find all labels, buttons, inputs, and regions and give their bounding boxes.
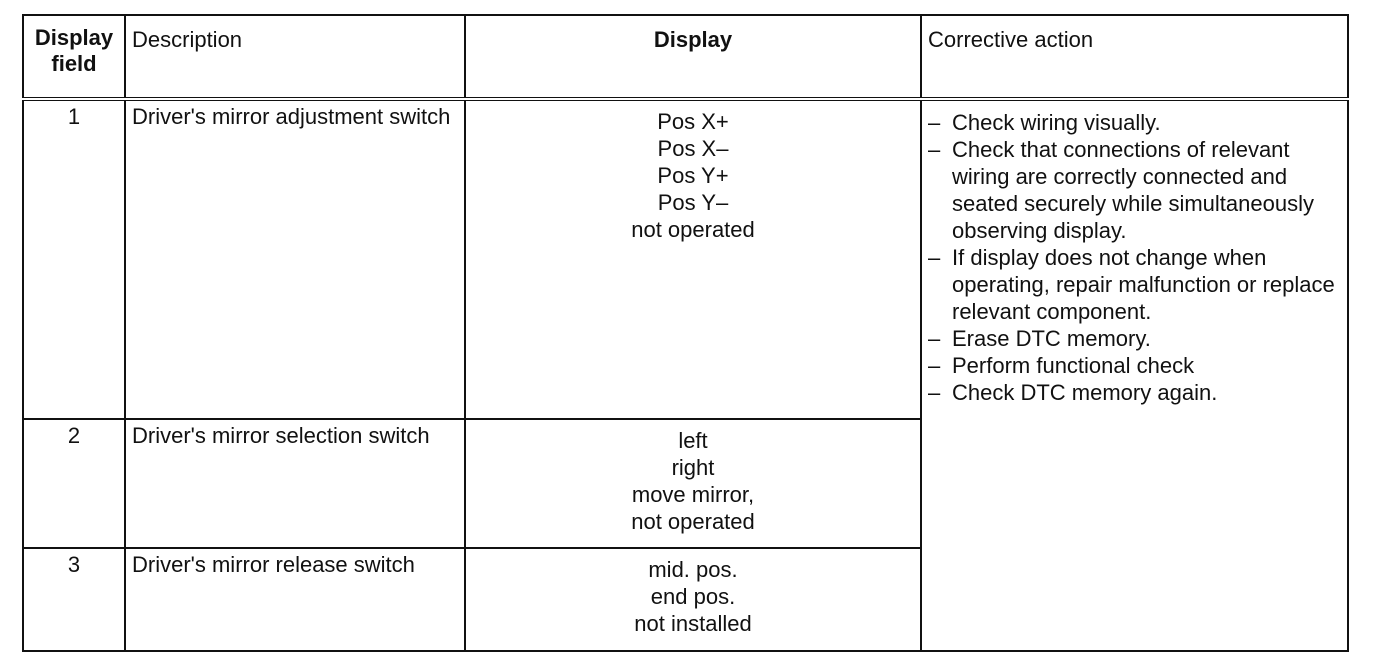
dash-marker: – <box>928 110 941 135</box>
row-3-description: Driver's mirror release switch <box>125 548 465 651</box>
row-2-display <box>465 419 921 548</box>
corrective-action-item <box>926 325 1341 352</box>
row-2-description: Driver's mirror selection switch <box>125 419 465 548</box>
row-1-field: 1 <box>23 99 125 419</box>
header-display: Display <box>465 15 921 99</box>
row-2-display-value: right <box>671 455 715 480</box>
corrective-action-text: Check that connections of relevant wiring are correctly connected and seated securely while simultaneously observing display. <box>952 137 1314 243</box>
corrective-action-text: Erase DTC memory. <box>952 326 1151 351</box>
row-1-display-value: Pos Y– <box>657 190 729 215</box>
row-2-display-value: not operated <box>631 509 755 534</box>
header-display-field-line2: field <box>51 51 97 76</box>
row-3-field: 3 <box>23 548 125 651</box>
corrective-action-item <box>926 352 1341 379</box>
row-2-display-value: left <box>678 428 708 453</box>
corrective-action-text: Perform functional check <box>952 353 1195 378</box>
row-1-description: Driver's mirror adjustment switch <box>125 99 465 419</box>
header-display-field-line1: Display <box>34 25 114 50</box>
row-3-display-value: end pos. <box>650 584 736 609</box>
header-row <box>23 15 1348 99</box>
corrective-action-list <box>926 109 1341 406</box>
corrective-action-item <box>926 136 1341 244</box>
corrective-action-item <box>926 109 1341 136</box>
row-1-display-value: Pos X– <box>657 136 729 161</box>
dash-marker: – <box>928 137 941 162</box>
dash-marker: – <box>928 245 941 270</box>
row-1-display-value: Pos X+ <box>657 109 729 134</box>
row-2-display-value: move mirror, <box>631 482 755 507</box>
row-3-display-value: mid. pos. <box>648 557 738 582</box>
corrective-action-item <box>926 244 1341 325</box>
dash-marker: – <box>928 380 941 405</box>
row-1-display <box>465 99 921 419</box>
corrective-action-text: Check DTC memory again. <box>952 380 1218 405</box>
dash-marker: – <box>928 326 941 351</box>
row-1-display-value: Pos Y+ <box>657 163 729 188</box>
corrective-action-text: Check wiring visually. <box>952 110 1161 135</box>
row-2-field: 2 <box>23 419 125 548</box>
header-description: Description <box>125 15 465 99</box>
corrective-action-text: If display does not change when operating, repair malfunction or replace relevant component. <box>952 245 1335 324</box>
dash-marker: – <box>928 353 941 378</box>
row-3-display <box>465 548 921 651</box>
row-3-display-value: not installed <box>634 611 752 636</box>
header-corrective-action: Corrective action <box>921 15 1348 99</box>
header-display-field <box>23 15 125 99</box>
corrective-action-item <box>926 379 1341 406</box>
table-row <box>23 99 1348 419</box>
corrective-action-cell <box>921 99 1348 651</box>
diagnostic-table <box>22 14 1349 652</box>
row-1-display-value: not operated <box>631 217 755 242</box>
